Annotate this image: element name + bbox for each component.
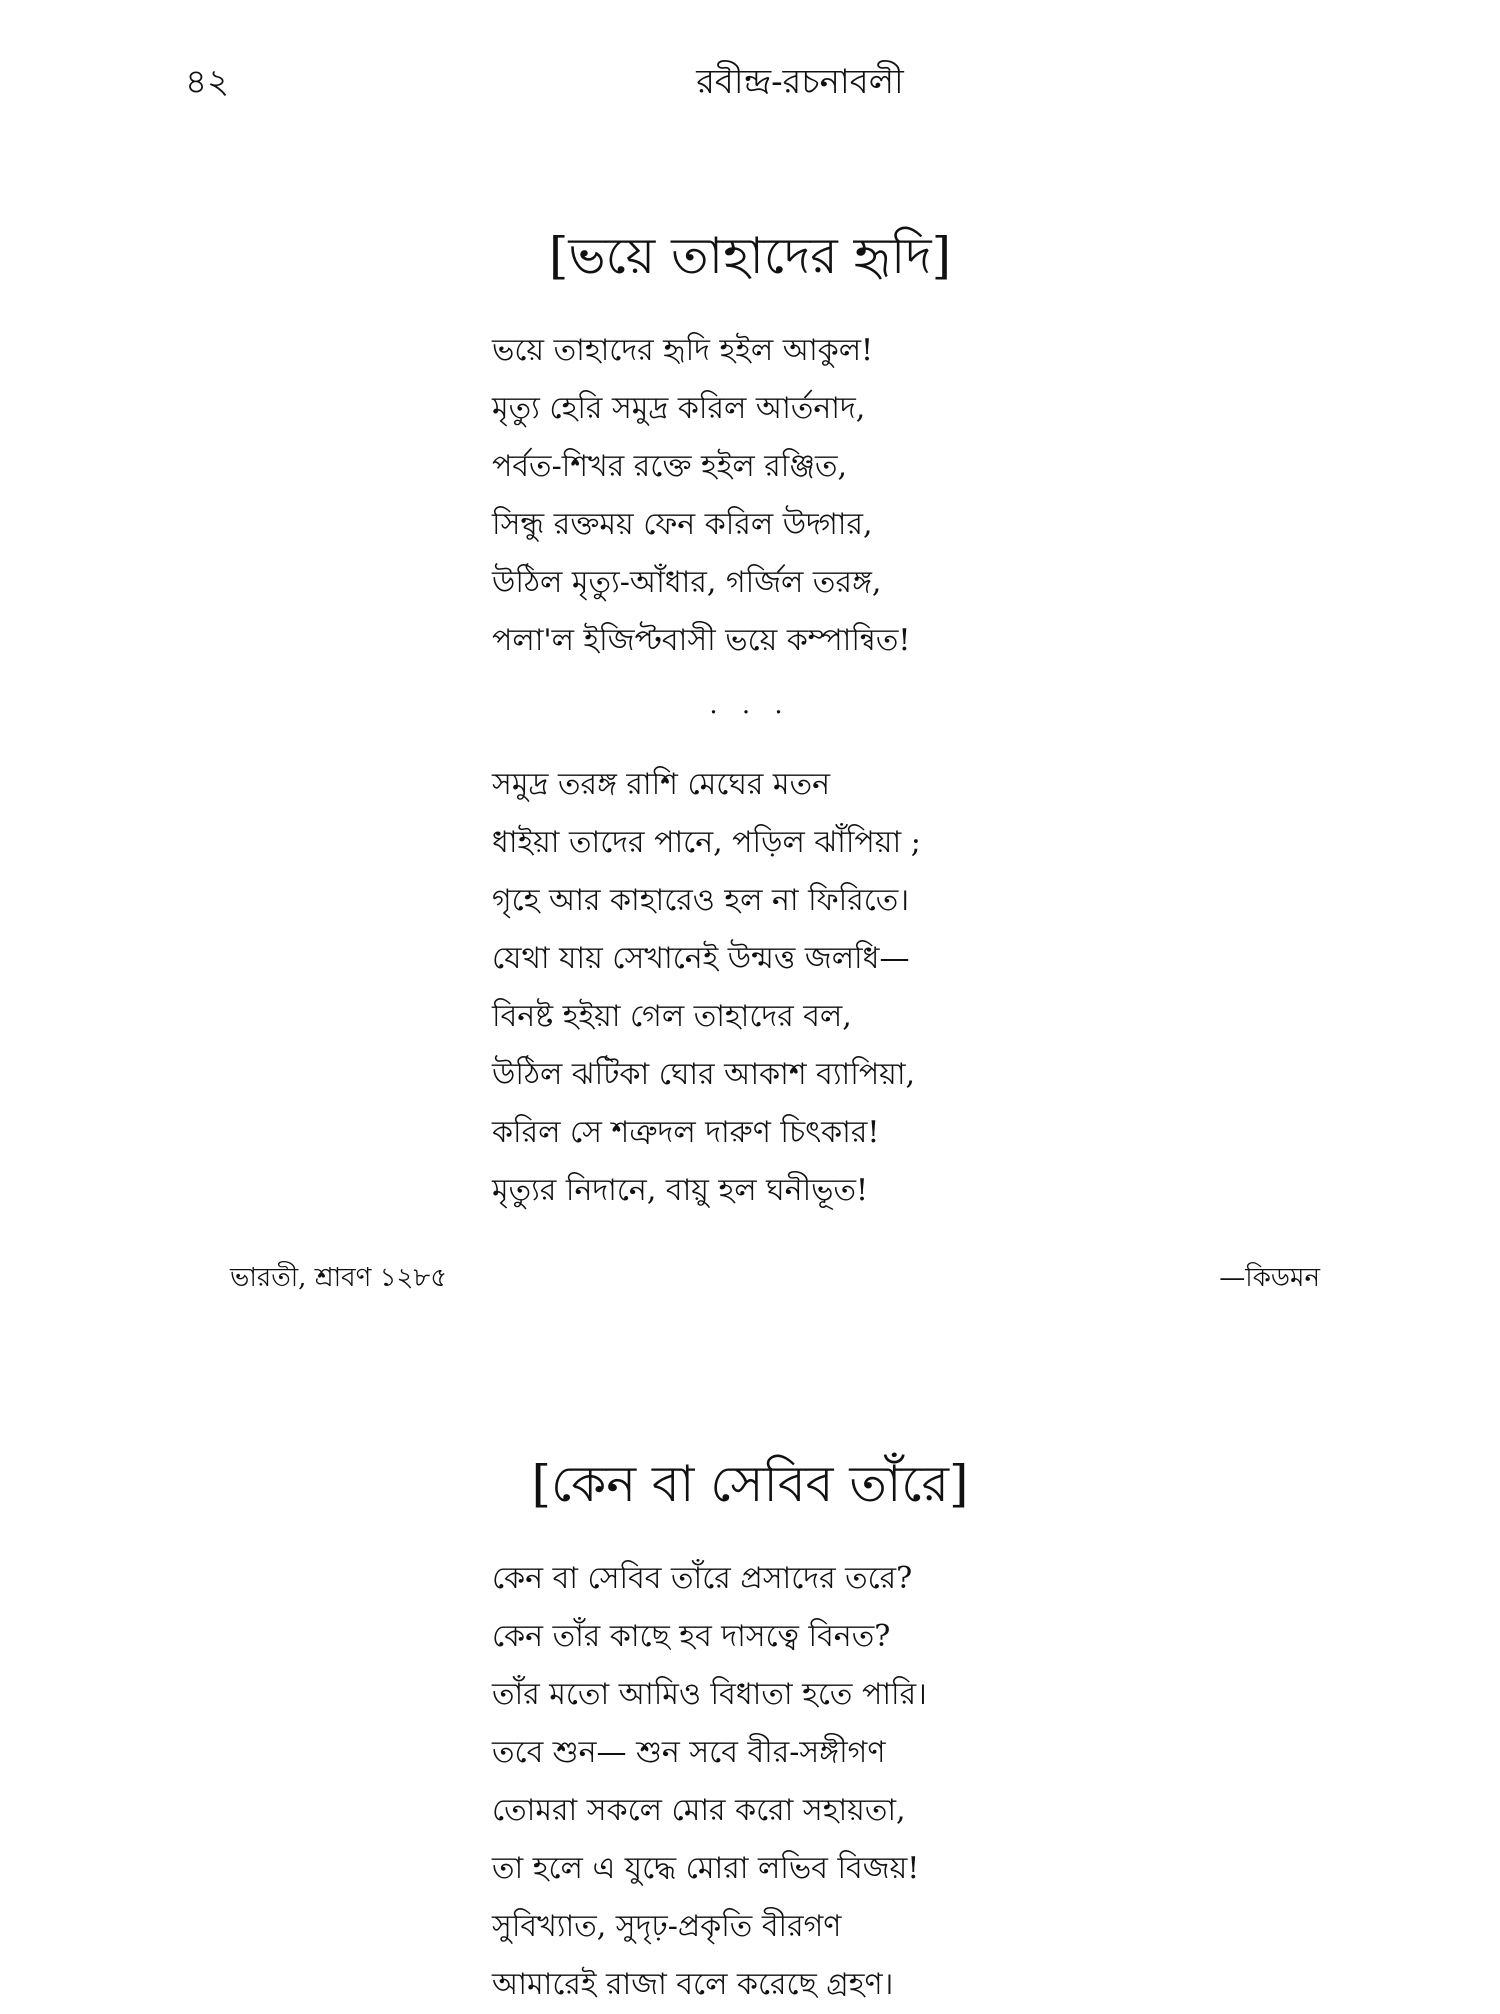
- verse-line: তবে শুন— শুন সবে বীর-সঙ্গীগণ: [492, 1735, 886, 1770]
- verse-line: পলা'ল ইজিপ্টবাসী ভয়ে কম্পান্বিত!: [492, 623, 911, 658]
- verse-line: উঠিল ঝটিকা ঘোর আকাশ ব্যাপিয়া,: [492, 1057, 916, 1092]
- verse-line: ধাইয়া তাদের পানে, পড়িল ঝাঁপিয়া ;: [492, 825, 921, 860]
- poem-stanza: [492, 756, 1052, 1220]
- verse-line: সুবিখ্যাত, সুদৃঢ়-প্রকৃতি বীরগণ: [492, 1909, 842, 1944]
- verse-line: ভয়ে তাহাদের হৃদি হইল আকুল!: [492, 333, 874, 368]
- poem-title: [ভয়ে তাহাদের হৃদি]: [548, 227, 952, 285]
- verse-line: তাঁর মতো আমিও বিধাতা হতে পারি।: [492, 1677, 927, 1712]
- verse-line: তোমরা সকলে মোর করো সহায়তা,: [492, 1793, 906, 1828]
- poem-stanza: [492, 1550, 1052, 2014]
- poem-stanza: [492, 322, 1052, 670]
- stanza-break-ellipsis: . . .: [709, 690, 791, 720]
- verse-line: সিন্ধু রক্তময় ফেন করিল উদ্গার,: [492, 507, 873, 542]
- verse-line: যেথা যায় সেখানেই উন্মত্ত জলধি—: [492, 941, 910, 976]
- verse-line: উঠিল মৃত্যু-আঁধার, গর্জিল তরঙ্গ,: [492, 565, 882, 600]
- publication-source: ভারতী, শ্রাবণ ১২৮৫: [230, 1263, 448, 1293]
- verse-line: করিল সে শত্রুদল দারুণ চিৎকার!: [492, 1115, 880, 1150]
- poem-title: [কেন বা সেবিব তাঁরে]: [531, 1455, 969, 1513]
- verse-line: আমারেই রাজা বলে করেছে গ্রহণ।: [492, 1967, 894, 2002]
- verse-line: গৃহে আর কাহারেও হল না ফিরিতে।: [492, 883, 910, 918]
- verse-line: মৃত্যু হেরি সমুদ্র করিল আর্তনাদ,: [492, 391, 866, 426]
- verse-line: তা হলে এ যুদ্ধে মোরা লভিব বিজয়!: [492, 1851, 920, 1886]
- verse-line: সমুদ্র তরঙ্গ রাশি মেঘের মতন: [492, 767, 830, 802]
- page-number: ৪২: [185, 62, 230, 102]
- verse-line: পর্বত-শিখর রক্তে হইল রঞ্জিত,: [492, 449, 848, 484]
- verse-line: বিনষ্ট হইয়া গেল তাহাদের বল,: [492, 999, 852, 1034]
- author-attribution: —কিডমন: [1219, 1263, 1320, 1293]
- verse-line: কেন তাঁর কাছে হব দাসত্বে বিনত?: [492, 1619, 891, 1654]
- running-head: রবীন্দ্র-রচনাবলী: [696, 62, 904, 102]
- verse-line: মৃত্যুর নিদানে, বায়ু হল ঘনীভূত!: [492, 1173, 869, 1208]
- verse-line: কেন বা সেবিব তাঁরে প্রসাদের তরে?: [492, 1561, 913, 1596]
